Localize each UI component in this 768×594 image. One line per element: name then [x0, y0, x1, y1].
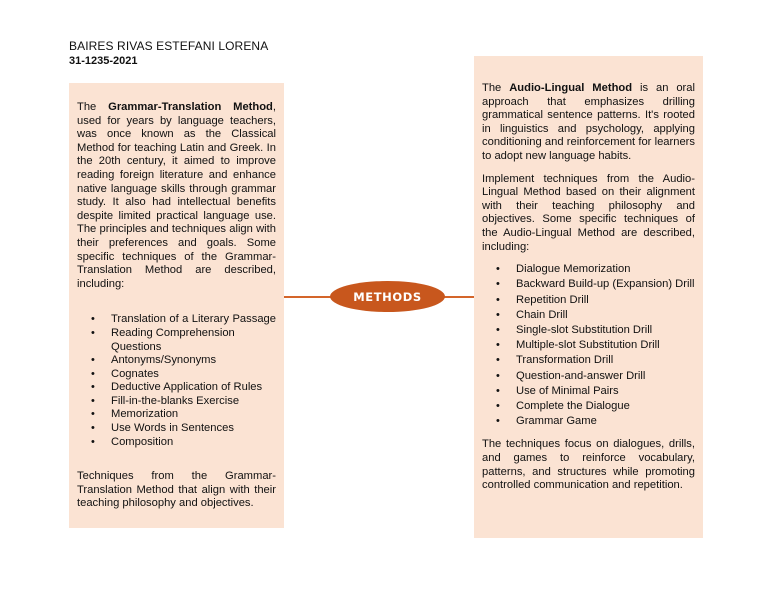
- list-item: • Dialogue Memorization: [516, 262, 695, 277]
- audio-lingual-intro: The Audio-Lingual Method is an oral approach that emphasizes drilling grammatical sentence patterns. It's rooted in linguistics and psychology, applying conditioning and reinforcement for learners to adopt new language habits.: [482, 82, 695, 162]
- list-item: • Deductive Application of Rules: [111, 381, 276, 395]
- audio-lingual-outro: The techniques focus on dialogues, drills, and games to reinforce vocabulary, patterns, and structures while promoting controlled communication and repetition.: [482, 438, 695, 492]
- list-item: • Memorization: [111, 408, 276, 422]
- grammar-translation-intro: The Grammar-Translation Method, used for years by language teachers, was once known as the Classical Method for teaching Latin and Greek. In the 20th century, it aimed to improve reading foreign literature and enhance native language skills through grammar study. It also had intellectual benefits despite limited practical language use. The principles and techniques align with their preferences and goals. Some specific techniques of the Grammar-Translation Method are described, including:: [77, 101, 276, 290]
- grammar-translation-title: Grammar-Translation Method: [108, 101, 273, 113]
- list-item: • Transformation Drill: [516, 353, 695, 368]
- list-item: • Multiple-slot Substitution Drill: [516, 338, 695, 353]
- audio-lingual-techniques: [482, 262, 695, 429]
- methods-node: [330, 281, 445, 312]
- student-id: 31-1235-2021: [69, 55, 138, 67]
- audio-lingual-panel: [474, 56, 703, 538]
- list-item: • Chain Drill: [516, 308, 695, 323]
- connector-right: [444, 296, 475, 298]
- list-item: • Backward Build-up (Expansion) Drill: [516, 277, 695, 292]
- list-item: • Translation of a Literary Passage: [111, 313, 276, 327]
- list-item: • Use Words in Sentences: [111, 422, 276, 436]
- list-item: • Use of Minimal Pairs: [516, 384, 695, 399]
- list-item: • Fill-in-the-blanks Exercise: [111, 395, 276, 409]
- list-item: • Antonyms/Synonyms: [111, 354, 276, 368]
- grammar-translation-techniques: [77, 313, 276, 449]
- list-item: • Reading Comprehension Questions: [111, 327, 276, 354]
- grammar-translation-panel: [69, 83, 284, 528]
- list-item: • Composition: [111, 436, 276, 450]
- list-item: • Repetition Drill: [516, 293, 695, 308]
- author-name: BAIRES RIVAS ESTEFANI LORENA: [69, 39, 269, 53]
- connector-left: [284, 296, 332, 298]
- grammar-translation-outro: Techniques from the Grammar-Translation Method that align with their teaching philosophy and objectives.: [77, 470, 276, 510]
- list-item: • Complete the Dialogue: [516, 399, 695, 414]
- list-item: • Single-slot Substitution Drill: [516, 323, 695, 338]
- list-item: • Grammar Game: [516, 414, 695, 429]
- list-item: • Question-and-answer Drill: [516, 369, 695, 384]
- list-item: • Cognates: [111, 368, 276, 382]
- audio-lingual-paragraph: Implement techniques from the Audio-Lingual Method based on their alignment with their teaching philosophy and objectives. Some specific techniques of the Audio-Lingual Method are described, including:: [482, 172, 695, 253]
- methods-label: METHODS: [353, 289, 422, 304]
- audio-lingual-title: Audio-Lingual Method: [509, 82, 633, 94]
